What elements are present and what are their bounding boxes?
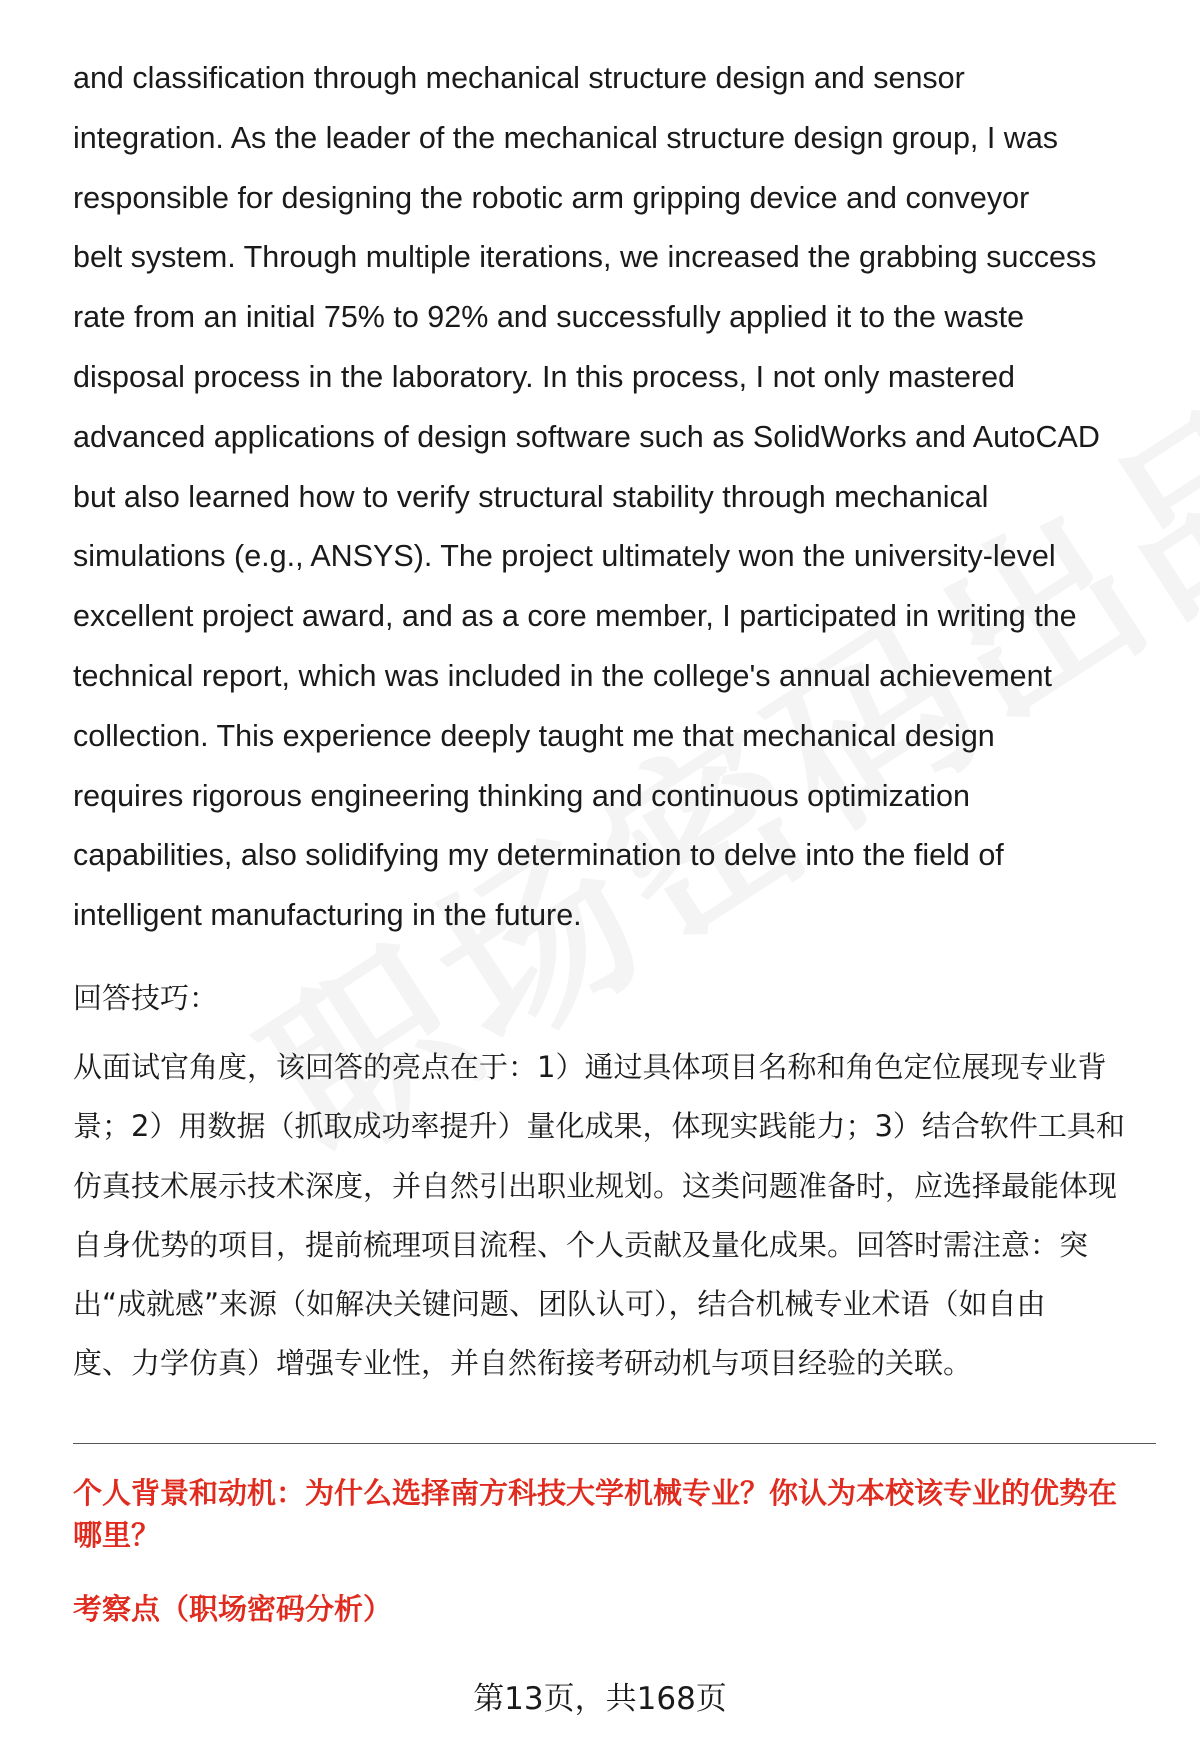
- page-number: 第13页，共168页: [473, 1681, 727, 1717]
- answer-line: but also learned how to verify structural stability through mechanical: [73, 479, 989, 514]
- question-line: 个人背景和动机：为什么选择南方科技大学机械专业？你认为本校该专业的优势在: [73, 1476, 1118, 1510]
- tips-heading: 回答技巧：: [73, 981, 219, 1015]
- answer-line: integration. As the leader of the mechanical structure design group, I was: [73, 120, 1059, 155]
- answer-line: requires rigorous engineering thinking and continuous optimization: [73, 778, 970, 813]
- section-divider: [73, 1443, 1156, 1444]
- tips-line: 出“成就感”来源（如解决关键问题、团队认可），结合机械专业术语（如自由: [73, 1287, 1046, 1322]
- tips-paragraph: [73, 1038, 1153, 1394]
- question-heading: [73, 1472, 1158, 1556]
- question-line: 哪里？: [73, 1518, 161, 1552]
- tips-line: 从面试官角度，该回答的亮点在于：1）通过具体项目名称和角色定位展现专业背: [73, 1050, 1107, 1084]
- answer-line: intelligent manufacturing in the future.: [73, 898, 582, 933]
- tips-line: 仿真技术展示技术深度，并自然引出职业规划。这类问题准备时，应选择最能体现: [73, 1168, 1118, 1203]
- answer-line: responsible for designing the robotic arm gripping device and conveyor: [73, 180, 1030, 215]
- answer-line: technical report, which was included in the college's annual achievement: [73, 658, 1053, 693]
- answer-line: capabilities, also solidifying my determination to delve into the field of: [73, 838, 1004, 873]
- answer-line: simulations (e.g., ANSYS). The project ultimately won the university-level: [73, 539, 1056, 574]
- tips-line: 度、力学仿真）增强专业性，并自然衔接考研动机与项目经验的关联。: [73, 1346, 973, 1381]
- tips-line: 自身优势的项目，提前梳理项目流程、个人贡献及量化成果。回答时需注意：突: [73, 1227, 1089, 1262]
- answer-line: and classification through mechanical structure design and sensor: [73, 61, 965, 95]
- answer-paragraph: [73, 49, 1153, 946]
- exam-point-heading: 考察点（职场密码分析）: [73, 1592, 393, 1626]
- answer-line: belt system. Through multiple iterations, we increased the grabbing success: [73, 240, 1097, 275]
- tips-line: 景；2）用数据（抓取成功率提升）量化成果，体现实践能力；3）结合软件工具和: [73, 1109, 1125, 1144]
- answer-line: excellent project award, and as a core member, I participated in writing the: [73, 599, 1077, 634]
- answer-line: collection. This experience deeply taught me that mechanical design: [73, 718, 995, 753]
- answer-line: rate from an initial 75% to 92% and successfully applied it to the waste: [73, 300, 1025, 335]
- answer-line: advanced applications of design software such as SolidWorks and AutoCAD: [73, 419, 1100, 454]
- answer-line: disposal process in the laboratory. In this process, I not only mastered: [73, 359, 1016, 394]
